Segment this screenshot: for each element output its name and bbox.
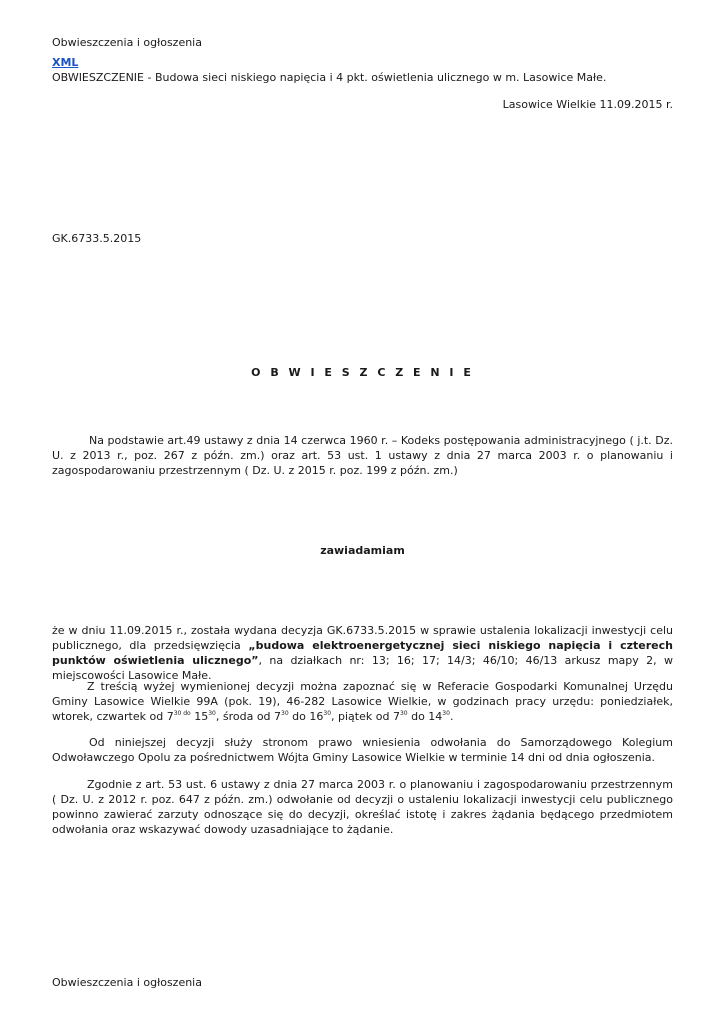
place-date: Lasowice Wielkie 11.09.2015 r.: [502, 98, 673, 111]
office-hours-text: Z treścią wyżej wymienionej decyzji można zapoznać się w Referacie Gospodarki Komunalnej Urzędu Gminy Lasowice Wielkie 99A (pok. 19), 46-282 Lasowice Wielkie, w godzinach pracy urzędu: poniedziałek, wtorek, czwartek od 7: [52, 680, 673, 723]
decision-text: że w dniu 11.09.2015 r., została wydana decyzja GK.6733.5.2015 w sprawie ustalenia lokalizacji inwestycji celu publicznego, dla przedsięwzięcia: [52, 624, 673, 652]
reference-number: GK.6733.5.2015: [52, 232, 142, 245]
decision-text-cont: , na działkach nr: 13; 16; 17; 14/3; 46/10; 46/13 arkusz mapy 2, w miejscowości Lasowice Małe.: [52, 654, 673, 682]
office-hours-text: .: [449, 710, 454, 723]
superscript: 30: [323, 710, 332, 717]
superscript: 30: [208, 710, 216, 717]
appeal-requirements-paragraph: Zgodnie z art. 53 ust. 6 ustawy z dnia 27 marca 2003 r. o planowaniu i zagospodarowaniu przestrzennym ( Dz. U. z 2012 r. poz. 647 z późn. zm.) odwołanie od decyzji o ustaleniu lokalizacji inwestycji celu publicznego powinno zawierać zarzuty odnoszące się do decyzji, określać istotę i zakres żądania będącego przedmiotem odwołania oraz wskazywać dowody uzasadniające to żądanie.: [52, 778, 673, 836]
superscript: 30: [399, 710, 408, 717]
office-hours-text: do 14: [407, 710, 443, 723]
appeal-paragraph: Od niniejszej decyzji służy stronom prawo wniesienia odwołania do Samorządowego Kolegium Odwoławczego Opolu za pośrednictwem Wójta Gminy Lasowice Wielkie w terminie 14 dni od dnia ogłoszenia.: [52, 736, 673, 764]
document-subject: OBWIESZCZENIE - Budowa sieci niskiego napięcia i 4 pkt. oświetlenia ulicznego w m. Lasowice Małe.: [52, 71, 607, 84]
office-hours-text: do 16: [288, 710, 324, 723]
office-hours-text: 15: [190, 710, 209, 723]
superscript: 30 do: [173, 710, 191, 717]
superscript: 30: [442, 710, 450, 717]
notice-heading: zawiadamiam: [320, 544, 405, 557]
office-hours-text: , piątek od 7: [331, 710, 400, 723]
section-heading: Obwieszczenia i ogłoszenia: [52, 36, 202, 49]
office-hours-text: , środa od 7: [215, 710, 282, 723]
footer-section: Obwieszczenia i ogłoszenia: [52, 976, 202, 989]
legal-basis-paragraph: Na podstawie art.49 ustawy z dnia 14 czerwca 1960 r. – Kodeks postępowania administracyjnego ( j.t. Dz. U. z 2013 r., poz. 267 z późn. zm.) oraz art. 53 ust. 1 ustawy z dnia 27 marca 2003 r. o planowaniu i zagospodarowaniu przestrzennym ( Dz. U. z 2015 r. poz. 199 z późn. zm.): [52, 434, 673, 477]
decision-paragraph: [52, 623, 673, 683]
document-title: O B W I E S Z C Z E N I E: [251, 366, 474, 379]
office-hours-paragraph: [52, 679, 673, 724]
xml-link[interactable]: XML: [52, 56, 79, 69]
project-name: „budowa elektroenergetycznej sieci niskiego napięcia i czterech punktów oświetlenia ulicznego”: [52, 639, 673, 667]
superscript: 30: [281, 710, 289, 717]
